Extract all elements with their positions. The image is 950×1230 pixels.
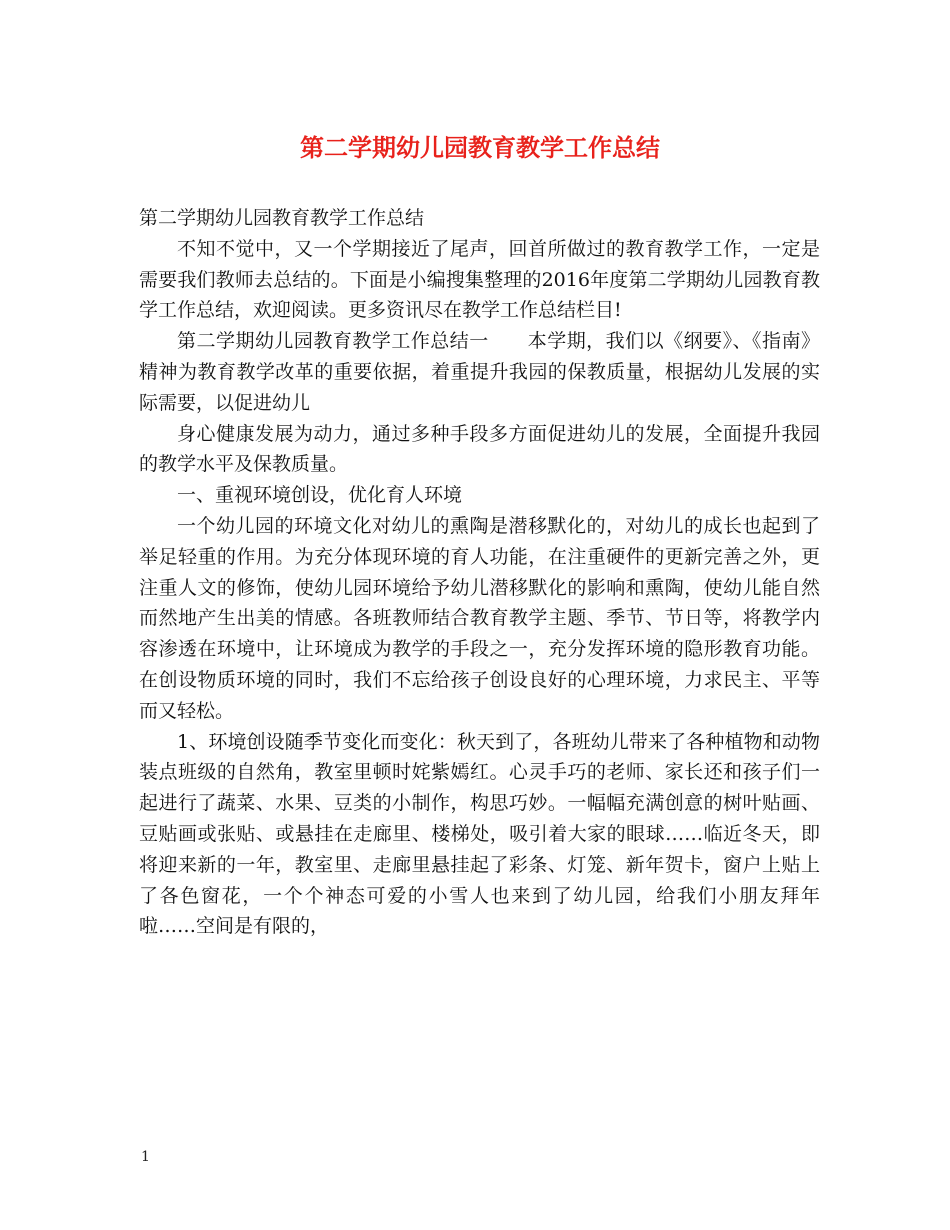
paragraph-summary-one: 第二学期幼儿园教育教学工作总结一 本学期，我们以《纲要》、《指南》精神为教育教学改革的重要依据，着重提升我园的保教质量，根据幼儿发展的实际需要，以促进幼儿 — [139, 330, 820, 414]
paragraph-heading: 第二学期幼儿园教育教学工作总结 — [139, 207, 425, 229]
paragraph-environment: 一个幼儿园的环境文化对幼儿的熏陶是潜移默化的，对幼儿的成长也起到了举足轻重的作用。为充分体现环境的育人功能，在注重硬件的更新完善之外，更注重人文的修饰，使幼儿园环境给予幼儿潜移默化的影响和熏陶，使幼儿能自然而然地产生出美的情感。各班教师结合教育教学主题、季节、节日等，将教学内容渗透在环境中，让环境成为教学的手段之一，充分发挥环境的隐形教育功能。在创设物质环境的同时，我们不忘给孩子创设良好的心理环境，力求民主、平等而又轻松。 — [139, 514, 820, 722]
document-body — [139, 203, 820, 942]
page-number: 1 — [141, 1149, 150, 1165]
paragraph-intro: 不知不觉中，又一个学期接近了尾声，回首所做过的教育教学工作，一定是需要我们教师去总结的。下面是小编搜集整理的2016年度第二学期幼儿园教育教学工作总结，欢迎阅读。更多资讯尽在教学工作总结栏目! — [139, 237, 820, 322]
paragraph-seasonal-environment: 1、环境创设随季节变化而变化：秋天到了，各班幼儿带来了各种植物和动物装点班级的自然角，教室里顿时姹紫嫣红。心灵手巧的老师、家长还和孩子们一起进行了蔬菜、水果、豆类的小制作，构思巧妙。一幅幅充满创意的树叶贴画、豆贴画或张贴、或悬挂在走廊里、楼梯处，吸引着大家的眼球……临近冬天，即将迎来新的一年，教室里、走廊里悬挂起了彩条、灯笼、新年贺卡，窗户上贴上了各色窗花，一个个神态可爱的小雪人也来到了幼儿园，给我们小朋友拜年啦……空间是有限的， — [139, 730, 820, 938]
document-title: 第二学期幼儿园教育教学工作总结 — [300, 133, 660, 162]
section-heading-environment: 一、重视环境创设，优化育人环境 — [177, 484, 463, 507]
paragraph-development: 身心健康发展为动力，通过多种手段多方面促进幼儿的发展，全面提升我园的教学水平及保教质量。 — [139, 422, 820, 476]
